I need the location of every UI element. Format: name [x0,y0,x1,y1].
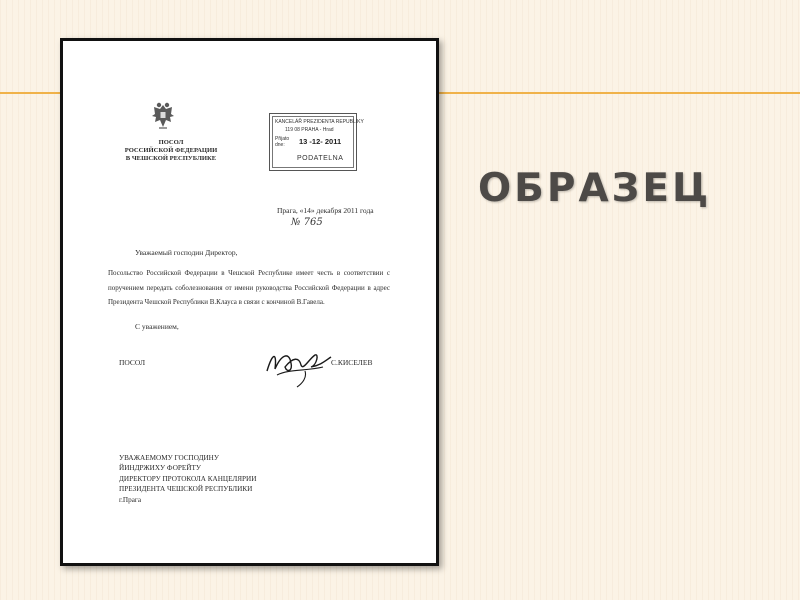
stamp-office: KANCELÁŘ PREZIDENTA REPUBLIKY [275,119,364,125]
slide-title: ОБРАЗЕЦ [478,166,712,211]
addressee-line: ПРЕЗИДЕНТА ЧЕШСКОЙ РЕСПУБЛИКИ [119,485,253,494]
sender-line: В ЧЕШСКОЙ РЕСПУБЛИКЕ [125,155,217,162]
sender-line: РОССИЙСКОЙ ФЕДЕРАЦИИ [124,147,218,154]
stamp-received-label: Přijato [275,136,290,142]
letter-body: Посольство Российской Федерации в Чешской Республике имеет честь в соответствии с поручением передать соболезнования от имени руководства Российской Федерации в адрес Президента Чешской Республики В.Клауса в связи с кончиной В.Гавела. [108,269,390,306]
stamp-inner-border [272,116,364,168]
sender-line: ПОСОЛ [158,139,184,146]
sender-block [111,139,231,163]
signer-title: ПОСОЛ [119,358,146,367]
reference-number: № 765 [291,217,323,228]
stamp-registry: PODATELNA [297,155,344,162]
addressee-line: г.Прага [119,495,142,504]
document-frame [60,38,439,566]
closing: С уважением, [135,322,179,331]
greeting: Уважаемый господин Директор, [135,248,238,257]
letter-page [63,41,436,563]
handwritten-signature [263,341,335,389]
place-and-date: Прага, «14» декабря 2011 года [277,206,374,215]
addressee-block [119,453,256,505]
stamp-date-label: dne: [275,142,285,148]
stamp-date: 13 -12- 2011 [299,137,342,146]
addressee-line: ЙИНДРЖИХУ ФОРЕЙТУ [119,464,201,473]
stamp-address: 119 08 PRAHA - Hrad [285,127,334,133]
addressee-line: УВАЖАЕМОМУ ГОСПОДИНУ [119,454,219,462]
signer-name: С.КИСЕЛЕВ [331,358,373,367]
addressee-line: ДИРЕКТОРУ ПРОТОКОЛА КАНЦЕЛЯРИИ [119,474,257,483]
registration-stamp [269,113,364,171]
russian-coat-of-arms-icon [150,101,176,131]
